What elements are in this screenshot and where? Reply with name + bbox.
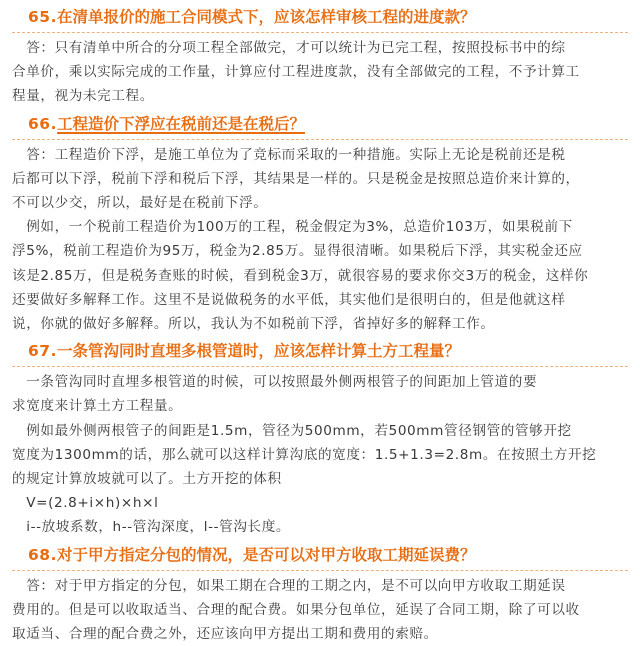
answer-line: 不可以少交，所以，最好是在税前下浮。 [12,195,268,212]
answer-paragraph [12,574,628,646]
answer-line: 一条管沟同时直埋多根管道的时候，可以按照最外侧两根管子的间距加上管道的要 [12,374,538,391]
question-text: 一条管沟同时直埋多根管道时，应该怎样计算土方工程量？ [56,342,460,361]
answer-paragraph [12,215,628,336]
answer-line: 答：工程造价下浮，是施工单位为了竞标而采取的一种措施。实际上无论是税前还是税 [12,146,566,163]
answer-paragraph [12,370,628,418]
answer-line: 例如最外侧两根管子的间距是1.5m，管径为500mm，若500mm管径钢管的管够开挖 [12,422,572,439]
answer-line: 后都可以下浮，税前下浮和税后下浮，其结果是一样的。只是税金是按照总造价来计算的， [12,170,580,187]
answer-paragraph [12,36,628,109]
question-number: 65. [28,8,57,26]
answer-paragraph [12,515,628,539]
question-highlight: 工程造价下浮应在税前还是在税后？ [56,114,305,133]
qa-section [12,109,628,337]
answer-line: 例如，一个税前工程造价为100万的工程，税金假定为3%，总造价103万，如果税前下 [12,219,573,236]
answer-paragraph [12,419,628,492]
answer-paragraph [12,143,628,216]
answer-line: 浮5%，税前工程造价为95万，税金为2.85万。显得很清晰。如果税后下浮，其实税金还应 [12,243,583,260]
question-number: 68. [28,545,57,564]
question-heading [12,540,628,571]
question-heading [12,336,628,367]
answer-line: i--放坡系数，h--管沟深度，l--管沟长度。 [12,519,291,536]
answer-line: 答：对于甲方指定的分包，如果工期在合理的工期之内，是不可以向甲方收取工期延误 [12,577,566,594]
answer-line: 程量，视为未完工程。 [12,88,154,105]
question-text: 对于甲方指定分包的情况，是否可以对甲方收取工期延误费？ [56,545,476,564]
qa-section [12,540,628,646]
answer-paragraph [12,491,628,515]
question-heading [12,109,628,140]
answer-line: 费用的。但是可以收取适当、合理的配合费。如果分包单位，延误了合同工期，除了可以收 [12,601,580,618]
qa-section [12,336,628,539]
answer-line: 宽度为1300mm的话，那么就可以这样计算沟底的宽度：1.5+1.3=2.8m。在按照土方开挖 [12,446,597,463]
answer-line: 该是2.85万，但是税务查账的时候，看到税金3万，就很容易的要求你交3万的税金，这样你 [12,267,589,284]
answer-line: 说，你就的做好多解释。所以，我认为不如税前下浮，省掉好多的解释工作。 [12,316,495,333]
answer-line: 取适当、合理的配合费之外，还应该向甲方提出工期和费用的索赔。 [12,626,438,643]
question-number: 66. [28,114,57,133]
question-text: 在清单报价的施工合同模式下，应该怎样审核工程的进度款？ [56,8,476,26]
answer-line: V=(2.8+i×h)×h×l [12,495,159,512]
answer-line: 求宽度来计算土方工程量。 [12,398,183,415]
answer-line: 还要做好多解释工作。这里不是说做税务的水平低，其实他们是很明白的，但是他就这样 [12,291,566,308]
question-heading [12,2,628,33]
answer-line: 合单价，乘以实际完成的工作量，计算应付工程进度款，没有全部做完的工程，不予计算工 [12,64,580,81]
question-number: 67. [28,342,57,361]
answer-line: 答：只有清单中所合的分项工程全部做完，才可以统计为已完工程，按照投标书中的综 [12,40,566,56]
answer-line: 的规定计算放坡就可以了。土方开挖的体积 [12,471,282,488]
qa-section [12,2,628,109]
